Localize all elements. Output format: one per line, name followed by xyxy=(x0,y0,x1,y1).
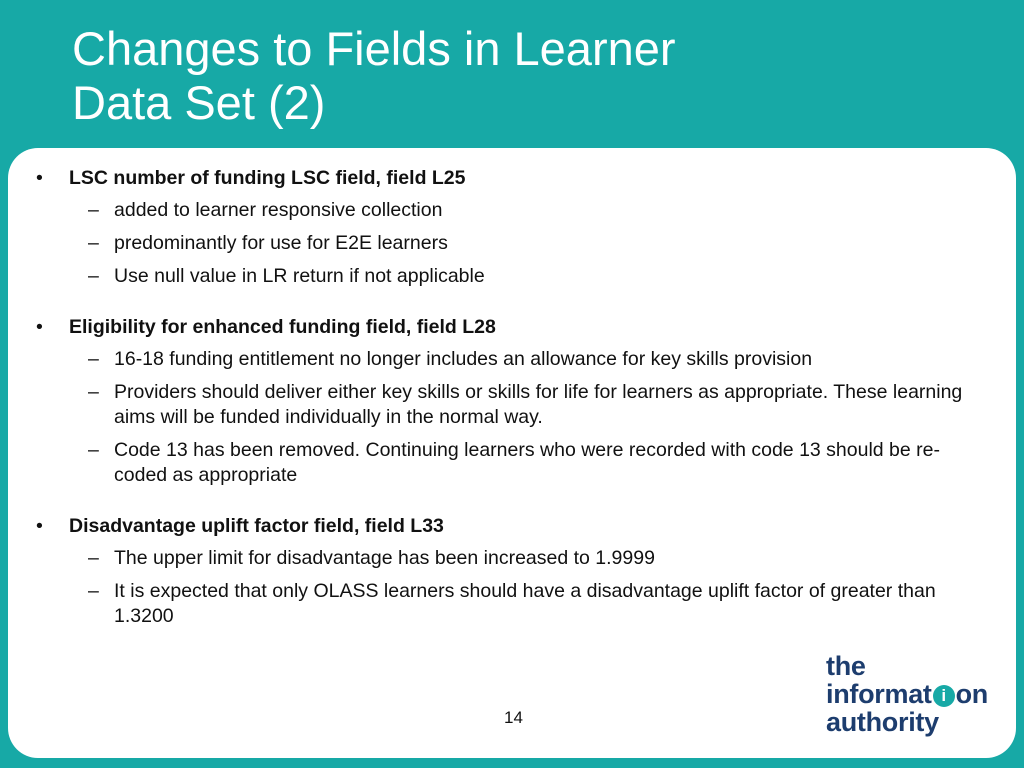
list-item-text: Providers should deliver either key skills or skills for life for learners as appropriate. These learning aims will be funded individually in the normal way. xyxy=(114,381,963,428)
bullet-icon: • xyxy=(36,316,43,338)
heading-text: Disadvantage uplift factor field, field L33 xyxy=(69,515,444,537)
list-item-text: Use null value in LR return if not applicable xyxy=(114,265,485,287)
dash-icon: – xyxy=(88,348,99,370)
logo-line-1: the xyxy=(826,651,866,681)
heading-text: LSC number of funding LSC field, field L25 xyxy=(69,167,466,189)
bullet-content xyxy=(36,166,976,655)
content-panel xyxy=(8,148,1016,758)
list-item-text: 16-18 funding entitlement no longer includes an allowance for key skills provision xyxy=(114,348,813,370)
list-item-text: The upper limit for disadvantage has been increased to 1.9999 xyxy=(114,547,655,569)
organization-logo xyxy=(826,652,988,736)
page-number: 14 xyxy=(504,708,523,727)
bullet-icon: • xyxy=(36,515,43,537)
logo-line-2 xyxy=(826,680,988,708)
logo-line-2-start: informat xyxy=(826,679,932,709)
dash-icon: – xyxy=(88,439,99,461)
section-heading xyxy=(36,315,976,339)
dash-icon: – xyxy=(88,199,99,221)
title-line-2: Data Set (2) xyxy=(72,76,326,129)
dash-icon: – xyxy=(88,381,99,403)
section-l25 xyxy=(36,166,976,289)
section-heading xyxy=(36,514,976,538)
section-l33 xyxy=(36,514,976,629)
logo-line-3: authority xyxy=(826,707,939,737)
list-item-text: It is expected that only OLASS learners should have a disadvantage uplift factor of greater than 1.3200 xyxy=(114,580,936,627)
list-item xyxy=(36,231,976,256)
list-item-text: Code 13 has been removed. Continuing learners who were recorded with code 13 should be re-coded as appropriate xyxy=(114,439,940,486)
dash-icon: – xyxy=(88,265,99,287)
section-heading xyxy=(36,166,976,190)
list-item-text: predominantly for use for E2E learners xyxy=(114,232,448,254)
list-item xyxy=(36,198,976,223)
dash-icon: – xyxy=(88,580,99,602)
section-l28 xyxy=(36,315,976,488)
list-item-text: added to learner responsive collection xyxy=(114,199,443,221)
dash-icon: – xyxy=(88,547,99,569)
list-item xyxy=(36,347,976,372)
info-icon: i xyxy=(933,685,955,707)
logo-line-2-end: on xyxy=(955,679,988,709)
bullet-icon: • xyxy=(36,167,43,189)
slide-title xyxy=(72,22,832,130)
list-item xyxy=(36,546,976,571)
list-item xyxy=(36,264,976,289)
dash-icon: – xyxy=(88,232,99,254)
list-item xyxy=(36,380,976,430)
title-line-1: Changes to Fields in Learner xyxy=(72,22,676,75)
list-item xyxy=(36,579,976,629)
heading-text: Eligibility for enhanced funding field, field L28 xyxy=(69,316,496,338)
list-item xyxy=(36,438,976,488)
